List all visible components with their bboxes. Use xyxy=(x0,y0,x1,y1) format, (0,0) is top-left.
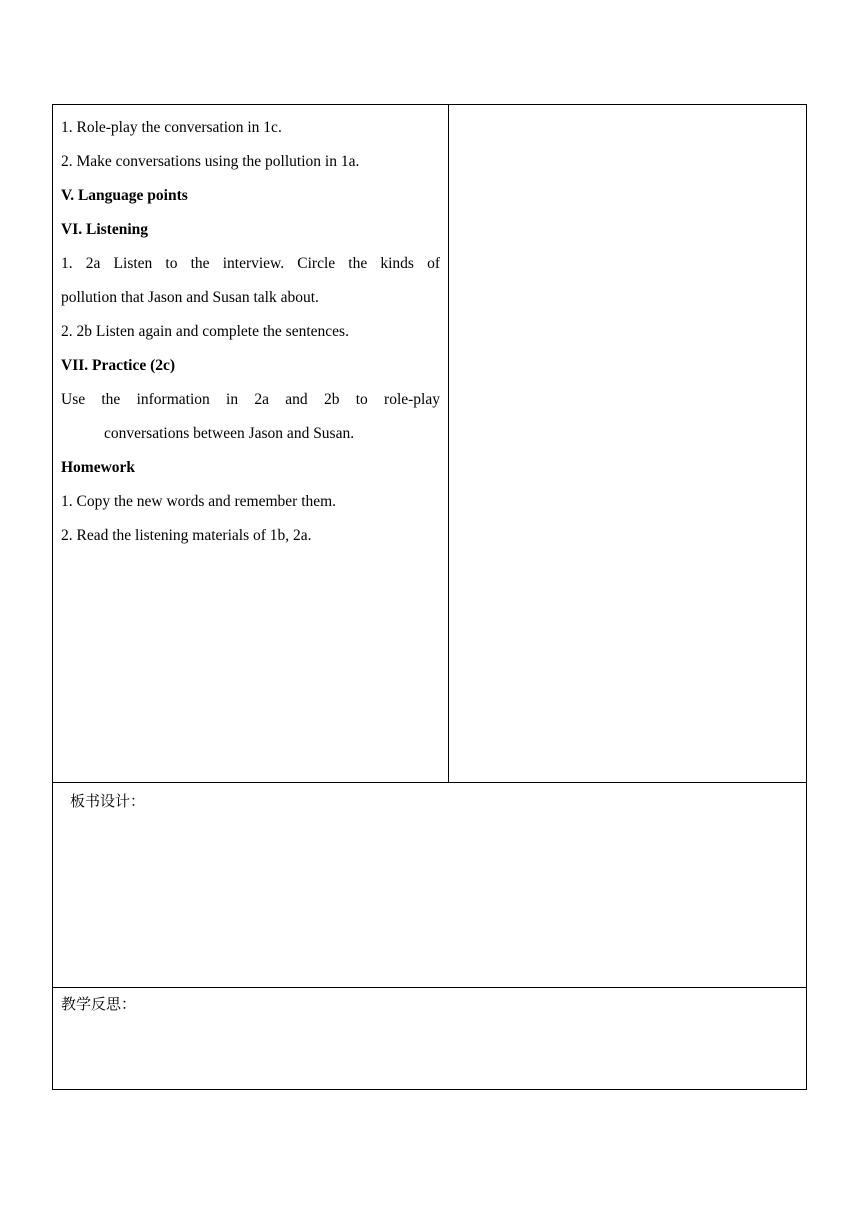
reflection-label: 教学反思： xyxy=(61,995,137,1013)
homework-item-2: 2. Read the listening materials of 1b, 2a. xyxy=(61,527,312,544)
heading-listening: VI. Listening xyxy=(61,221,148,238)
board-design-label: 板书设计： xyxy=(70,792,146,810)
reflection-cell xyxy=(53,988,806,1089)
procedure-cell xyxy=(53,105,449,782)
heading-practice: VII. Practice (2c) xyxy=(61,357,176,374)
notes-cell xyxy=(449,105,806,782)
homework-item-1: 1. Copy the new words and remember them. xyxy=(61,493,337,510)
heading-language-points: V. Language points xyxy=(61,187,188,204)
heading-homework: Homework xyxy=(61,459,136,476)
step-2b-listen-again: 2. 2b Listen again and complete the sentences. xyxy=(61,323,349,340)
step-2a-listen-continued: pollution that Jason and Susan talk about. xyxy=(61,289,319,306)
practice-instruction-continued: conversations between Jason and Susan. xyxy=(104,425,355,442)
step-roleplay-1c: 1. Role-play the conversation in 1c. xyxy=(61,119,282,136)
step-make-conversations: 2. Make conversations using the pollution in 1a. xyxy=(61,153,360,170)
step-2a-listen: 1. 2a Listen to the interview. Circle the kinds of xyxy=(61,255,440,272)
board-design-cell xyxy=(53,783,806,987)
practice-instruction: Use the information in 2a and 2b to role-play xyxy=(61,391,440,408)
lesson-plan-table xyxy=(52,104,807,1090)
